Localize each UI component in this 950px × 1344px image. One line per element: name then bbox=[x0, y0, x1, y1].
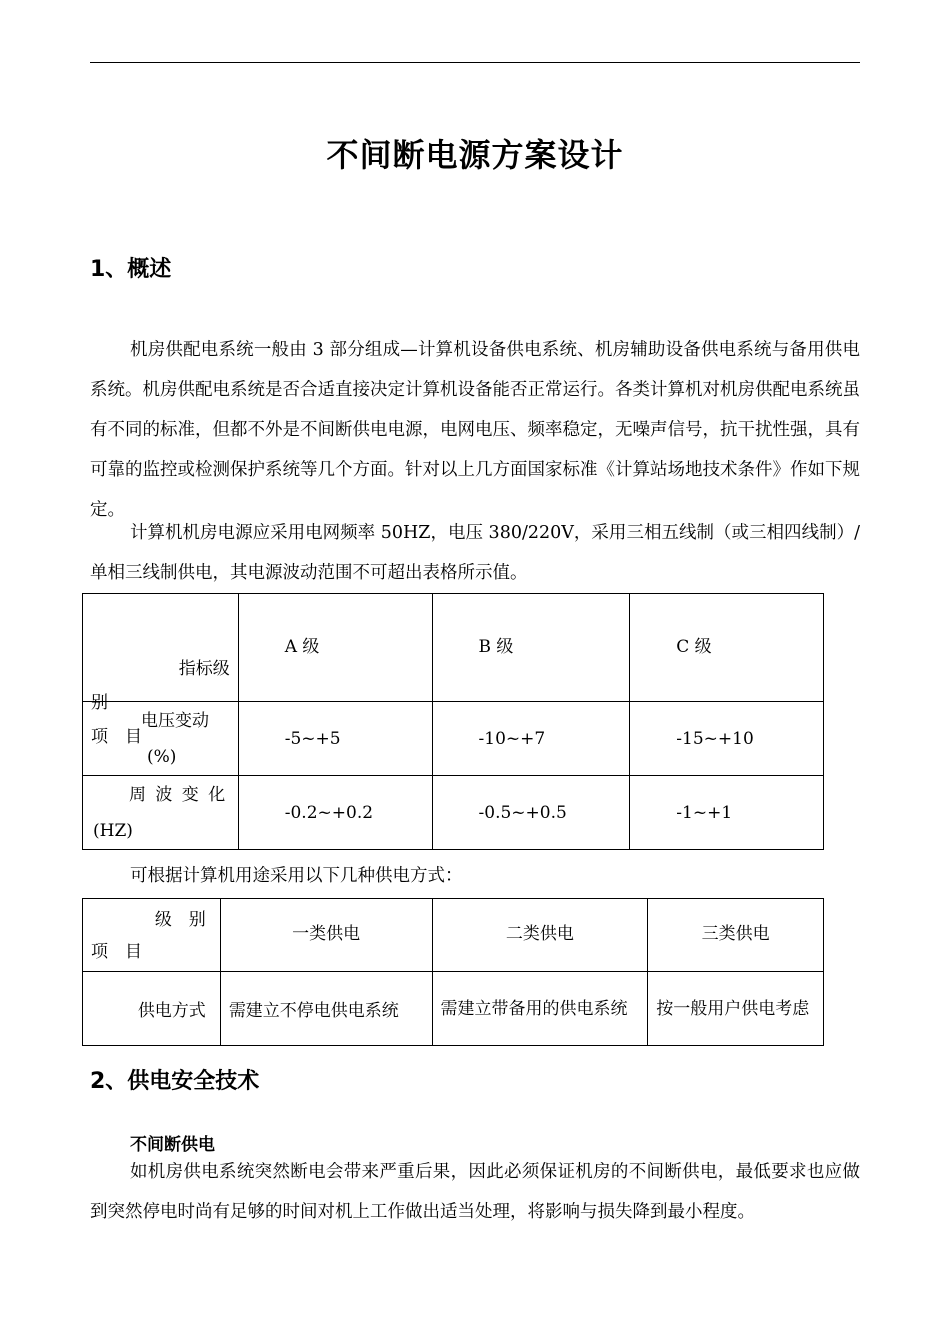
paragraph-supply-modes: 可根据计算机用途采用以下几种供电方式： bbox=[130, 866, 463, 886]
header-rule bbox=[90, 62, 860, 63]
paragraph-overview: 机房供配电系统一般由 3 部分组成—计算机设备供电系统、机房辅助设备供电系统与备用供电系统。机房供配电系统是否合适直接决定计算机设备能否正常运行。各类计算机对机房供配电系统虽有不同的标准，但都不外是不间断供电电源，电网电压、频率稳定，无噪声信号，抗干扰性强，具有可靠的监控或检测保护系统等几个方面。针对以上几方面国家标准《计算站场地技术条件》作如下规定。 bbox=[90, 340, 860, 520]
corner-bottom-label: 项 目 bbox=[91, 726, 142, 747]
paragraph-power-requirements: 计算机机房电源应采用电网频率 50HZ，电压 380/220V，采用三相五线制（或三相四线制）/单相三线制供电，其电源波动范围不可超出表格所示值。 bbox=[90, 523, 860, 583]
subsection-heading-ups: 不间断供电 bbox=[130, 1135, 215, 1155]
table-header-cell: A 级 bbox=[238, 594, 432, 702]
table-cell: -0.2~+0.2 bbox=[238, 776, 432, 850]
corner-bottom-label: 项 目 bbox=[91, 942, 142, 962]
table-header-cell: 三类供电 bbox=[648, 899, 824, 972]
row-label-cell: 供电方式 bbox=[83, 972, 221, 1046]
supply-class-table bbox=[82, 898, 824, 1046]
table-row bbox=[83, 702, 824, 776]
row-label-cell: 电压变动 (%) bbox=[83, 702, 239, 776]
table-header-cell: C 级 bbox=[630, 594, 824, 702]
table-cell: 按一般用户供电考虑 bbox=[648, 972, 824, 1046]
corner-top-label: 指标级 bbox=[178, 658, 230, 679]
row-label-cell: 周 波 变 化 (HZ) bbox=[83, 776, 239, 850]
table-row bbox=[83, 776, 824, 850]
table-header-cell: 一类供电 bbox=[220, 899, 432, 972]
table-header-row bbox=[83, 594, 824, 702]
table-cell: 需建立不停电供电系统 bbox=[220, 972, 432, 1046]
corner-mid-label: 别 bbox=[91, 692, 108, 713]
table-cell: 需建立带备用的供电系统 bbox=[432, 972, 648, 1046]
table-cell: -5~+5 bbox=[238, 702, 432, 776]
table-header-cell: B 级 bbox=[432, 594, 630, 702]
document-title: 不间断电源方案设计 bbox=[326, 136, 624, 174]
table-cell: -10~+7 bbox=[432, 702, 630, 776]
section-heading-overview: 1、概述 bbox=[90, 257, 172, 282]
table-cell: -0.5~+0.5 bbox=[432, 776, 630, 850]
table-header-row bbox=[83, 899, 824, 972]
paragraph-ups: 如机房供电系统突然断电会带来严重后果，因此必须保证机房的不间断供电，最低要求也应做到突然停电时尚有足够的时间对机上工作做出适当处理，将影响与损失降到最小程度。 bbox=[90, 1162, 860, 1222]
table-header-cell: 二类供电 bbox=[432, 899, 648, 972]
corner-top-label: 级 别 bbox=[154, 910, 206, 930]
table-row bbox=[83, 972, 824, 1046]
table-cell: -15~+10 bbox=[630, 702, 824, 776]
table-cell: -1~+1 bbox=[630, 776, 824, 850]
voltage-frequency-table bbox=[82, 593, 824, 850]
table-corner-cell bbox=[83, 899, 221, 972]
section-heading-power-safety: 2、供电安全技术 bbox=[90, 1069, 260, 1094]
